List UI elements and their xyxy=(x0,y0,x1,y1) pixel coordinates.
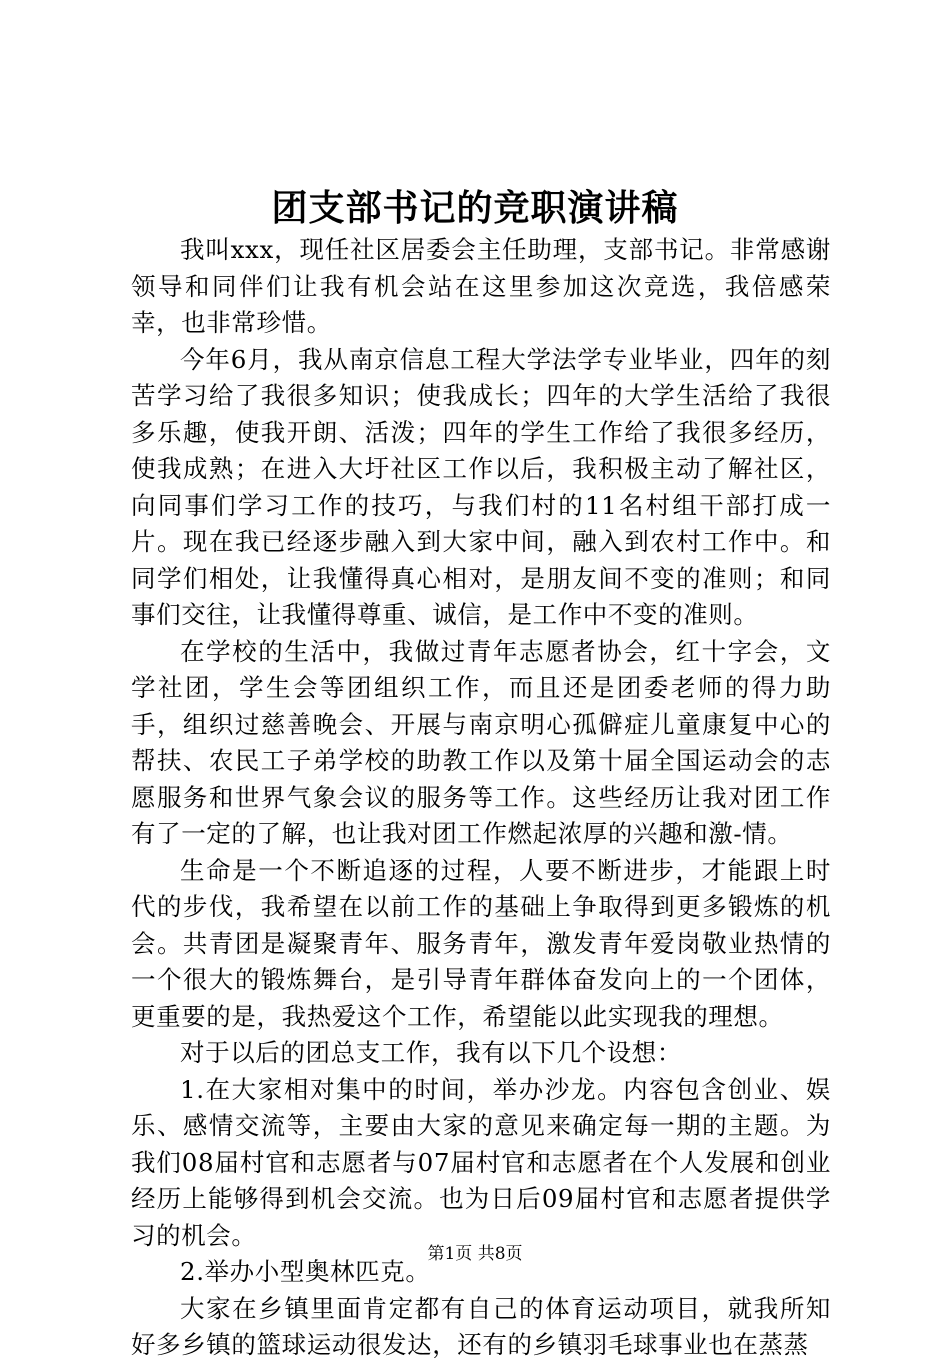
paragraph: 我叫xxx，现任社区居委会主任助理，支部书记。非常感谢领导和同伴们让我有机会站在这里参加这次竞选，我倍感荣幸，也非常珍惜。 xyxy=(131,235,831,337)
page-number-footer: 第1页 共8页 xyxy=(427,1244,523,1264)
paragraph: 大家在乡镇里面肯定都有自己的体育运动项目，就我所知好多乡镇的篮球运动很发达，还有的乡镇羽毛球事业也在蒸蒸 xyxy=(131,1293,831,1359)
paragraph: 2.举办小型奥林匹克。 xyxy=(180,1257,431,1286)
document-title: 团支部书记的竞职演讲稿 xyxy=(271,187,679,229)
paragraph: 1.在大家相对集中的时间，举办沙龙。内容包含创业、娱乐、感情交流等，主要由大家的意见来确定每一期的主题。为我们08届村官和志愿者与07届村官和志愿者在个人发展和创业经历上能够得到机会交流。也为日后09届村官和志愿者提供学习的机会。 xyxy=(131,1074,831,1250)
paragraph: 今年6月，我从南京信息工程大学法学专业毕业，四年的刻苦学习给了我很多知识；使我成长；四年的大学生活给了我很多乐趣，使我开朗、活泼；四年的学生工作给了我很多经历，使我成熟；在进入大圩社区工作以后，我积极主动了解社区，向同事们学习工作的技巧，与我们村的11名村组干部打成一片。现在我已经逐步融入到大家中间，融入到农村工作中。和同学们相处，让我懂得真心相对，是朋友间不变的准则；和同事们交往，让我懂得尊重、诚信，是工作中不变的准则。 xyxy=(131,344,831,629)
paragraph: 在学校的生活中，我做过青年志愿者协会，红十字会，文学社团，学生会等团组织工作，而且还是团委老师的得力助手，组织过慈善晚会、开展与南京明心孤僻症儿童康复中心的帮扶、农民工子弟学校的助教工作以及第十届全国运动会的志愿服务和世界气象会议的服务等工作。这些经历让我对团工作有了一定的了解，也让我对团工作燃起浓厚的兴趣和激-情。 xyxy=(131,636,831,848)
paragraph: 对于以后的团总支工作，我有以下几个设想： xyxy=(180,1038,682,1067)
paragraph: 生命是一个不断追逐的过程，人要不断进步，才能跟上时代的步伐，我希望在以前工作的基础上争取得到更多锻炼的机会。共青团是凝聚青年、服务青年，激发青年爱岗敬业热情的一个很大的锻炼舞台，是引导青年群体奋发向上的一个团体，更重要的是，我热爱这个工作，希望能以此实现我的理想。 xyxy=(131,855,831,1031)
